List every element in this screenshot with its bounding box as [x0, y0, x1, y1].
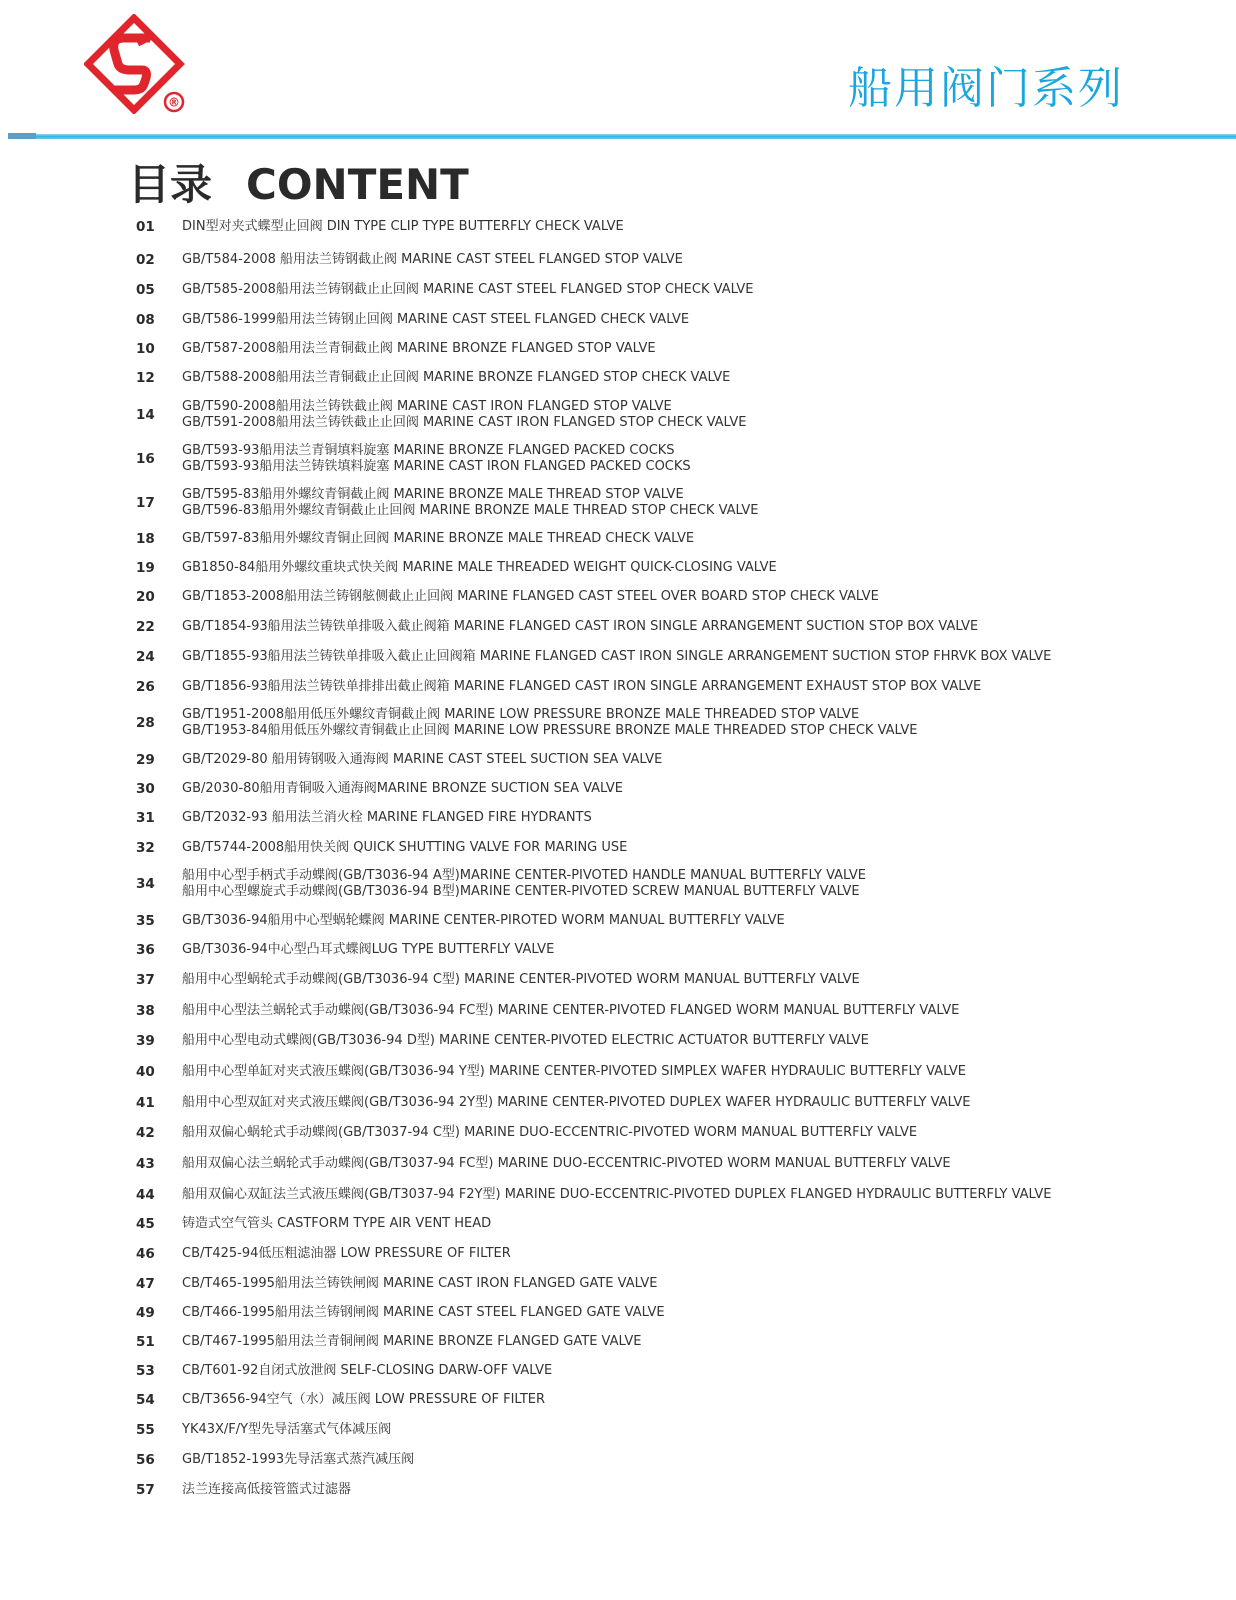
toc-entry-line: 船用双偏心法兰蜗轮式手动蝶阀(GB/T3037-94 FC型) MARINE DUO-ECCENTRIC-PIVOTED WORM MANUAL BUTTERFLY VALVE [182, 1156, 951, 1171]
toc-entry-text [182, 252, 683, 268]
toc-page-number: 19 [136, 560, 155, 576]
toc-page-number: 24 [136, 649, 155, 665]
toc-entry-line: GB/T585-2008船用法兰铸钢截止止回阀 MARINE CAST STEEL FLANGED STOP CHECK VALVE [182, 282, 754, 297]
toc-entry-line: GB/T2032-93 船用法兰消火栓 MARINE FLANGED FIRE HYDRANTS [182, 810, 592, 825]
toc-entry-line: 船用中心型法兰蜗轮式手动蝶阀(GB/T3036-94 FC型) MARINE CENTER-PIVOTED FLANGED WORM MANUAL BUTTERFLY VALVE [182, 1003, 960, 1018]
toc-entry-line: GB/T593-93船用法兰铸铁填料旋塞 MARINE CAST IRON FLANGED PACKED COCKS [182, 459, 691, 474]
toc-page-number: 12 [136, 370, 155, 386]
toc-entry[interactable] [136, 810, 1136, 826]
toc-entry-text [182, 868, 866, 900]
toc-entry-line: 船用双偏心双缸法兰式液压蝶阀(GB/T3037-94 F2Y型) MARINE DUO-ECCENTRIC-PIVOTED DUPLEX FLANGED HYDRAULIC BUTTERFLY VALVE [182, 1187, 1052, 1202]
toc-entry-text [182, 1482, 351, 1498]
toc-entry[interactable] [136, 1334, 1136, 1350]
toc-entry-line: GB1850-84船用外螺纹重块式快关阀 MARINE MALE THREADED WEIGHT QUICK-CLOSING VALVE [182, 560, 777, 575]
toc-page-number: 20 [136, 589, 155, 605]
toc-entry-text [182, 1216, 491, 1232]
toc-entry[interactable] [136, 619, 1136, 635]
toc-entry-line: GB/T1852-1993先导活塞式蒸汽减压阀 [182, 1452, 415, 1467]
toc-page-number: 54 [136, 1392, 155, 1408]
toc-entry-text [182, 399, 746, 431]
toc-page-number: 41 [136, 1095, 155, 1111]
company-logo-icon [84, 14, 188, 114]
toc-entry-line: CB/T465-1995船用法兰铸铁闸阀 MARINE CAST IRON FLANGED GATE VALVE [182, 1276, 658, 1291]
toc-entry-line: GB/T5744-2008船用快关阀 QUICK SHUTTING VALVE FOR MARING USE [182, 840, 628, 855]
toc-entry-line: GB/T3036-94中心型凸耳式蝶阀LUG TYPE BUTTERFLY VALVE [182, 942, 555, 957]
toc-entry-line: GB/T595-83船用外螺纹青铜截止阀 MARINE BRONZE MALE THREAD STOP VALVE [182, 487, 684, 502]
toc-entry-line: GB/T1853-2008船用法兰铸钢舷侧截止止回阀 MARINE FLANGED CAST STEEL OVER BOARD STOP CHECK VALVE [182, 589, 879, 604]
toc-page-number: 29 [136, 752, 155, 768]
toc-entry[interactable] [136, 649, 1136, 665]
toc-entry-text [182, 1187, 1051, 1203]
toc-entry[interactable] [136, 913, 1136, 929]
toc-entry[interactable] [136, 679, 1136, 695]
toc-entry-text [182, 972, 860, 988]
toc-page-number: 57 [136, 1482, 155, 1498]
toc-page-number: 26 [136, 679, 155, 695]
toc-entry-line: GB/T1855-93船用法兰铸铁单排吸入截止止回阀箱 MARINE FLANGED CAST IRON SINGLE ARRANGEMENT SUCTION STOP FHRVK BOX VALVE [182, 649, 1052, 664]
toc-page-number: 16 [136, 451, 155, 467]
toc-entry-text [182, 1064, 966, 1080]
toc-entry-text [182, 443, 691, 475]
toc-entry[interactable] [136, 443, 1136, 475]
toc-entry-text [182, 1363, 552, 1379]
toc-page-number: 37 [136, 972, 155, 988]
toc-entry[interactable] [136, 219, 1136, 235]
toc-entry-line: GB/T1854-93船用法兰铸铁单排吸入截止阀箱 MARINE FLANGED CAST IRON SINGLE ARRANGEMENT SUCTION STOP BOX VALVE [182, 619, 979, 634]
toc-entry-text [182, 942, 554, 958]
toc-page-number: 32 [136, 840, 155, 856]
toc-entry-line: 船用中心型螺旋式手动蝶阀(GB/T3036-94 B型)MARINE CENTER-PIVOTED SCREW MANUAL BUTTERFLY VALVE [182, 884, 860, 899]
toc-entry-text [182, 781, 623, 797]
toc-entry-line: 船用中心型单缸对夹式液压蝶阀(GB/T3036-94 Y型) MARINE CENTER-PIVOTED SIMPLEX WAFER HYDRAULIC BUTTERFLY VALVE [182, 1064, 966, 1079]
toc-entry-text [182, 219, 624, 235]
toc-entry-text [182, 649, 1051, 665]
toc-entry-text [182, 560, 777, 576]
toc-entry-line: GB/T593-93船用法兰青铜填料旋塞 MARINE BRONZE FLANGED PACKED COCKS [182, 443, 675, 458]
toc-entry-text [182, 1003, 959, 1019]
toc-entry-line: GB/T2029-80 船用铸钢吸入通海阀 MARINE CAST STEEL SUCTION SEA VALVE [182, 752, 663, 767]
toc-page-number: 43 [136, 1156, 155, 1172]
toc-page-number: 38 [136, 1003, 155, 1019]
toc-entry[interactable] [136, 1452, 1136, 1468]
toc-entry-line: 法兰连接高低接管篮式过滤器 [182, 1482, 352, 1497]
toc-entry-text [182, 707, 917, 739]
toc-page-number: 10 [136, 341, 155, 357]
toc-entry[interactable] [136, 1156, 1136, 1172]
toc-page-number: 01 [136, 219, 155, 235]
toc-entry-line: CB/T425-94低压粗滤油器 LOW PRESSURE OF FILTER [182, 1246, 511, 1261]
toc-entry[interactable] [136, 312, 1136, 328]
toc-entry[interactable] [136, 752, 1136, 768]
toc-entry-line: GB/T590-2008船用法兰铸铁截止阀 MARINE CAST IRON FLANGED STOP VALVE [182, 399, 672, 414]
toc-entry-line: GB/T3036-94船用中心型蜗轮蝶阀 MARINE CENTER-PIROTED WORM MANUAL BUTTERFLY VALVE [182, 913, 785, 928]
toc-entry[interactable] [136, 531, 1136, 547]
toc-entry[interactable] [136, 707, 1136, 739]
header-divider [8, 134, 1236, 139]
toc-entry-text [182, 589, 879, 605]
toc-entry[interactable] [136, 1216, 1136, 1232]
series-title: 船用阀门系列 [848, 63, 1124, 114]
toc-entry-text [182, 1334, 641, 1350]
toc-entry-line: 铸造式空气管头 CASTFORM TYPE AIR VENT HEAD [182, 1216, 492, 1231]
toc-entry-text [182, 1095, 971, 1111]
registered-mark: ® [168, 95, 180, 110]
toc-entry-text [182, 282, 754, 298]
toc-entry[interactable] [136, 1276, 1136, 1292]
toc-entry[interactable] [136, 840, 1136, 856]
toc-entry[interactable] [136, 399, 1136, 431]
toc-page-number: 40 [136, 1064, 155, 1080]
toc-entry-line: CB/T466-1995船用法兰铸钢闸阀 MARINE CAST STEEL FLANGED GATE VALVE [182, 1305, 665, 1320]
toc-entry-line: 船用双偏心蜗轮式手动蝶阀(GB/T3037-94 C型) MARINE DUO-ECCENTRIC-PIVOTED WORM MANUAL BUTTERFLY VALVE [182, 1125, 918, 1140]
toc-entry-text [182, 1033, 869, 1049]
toc-entry[interactable] [136, 1392, 1136, 1408]
toc-entry[interactable] [136, 1305, 1136, 1321]
toc-entry-text [182, 810, 592, 826]
toc-page-number: 55 [136, 1422, 155, 1438]
page-title-cn: 目录 [128, 160, 213, 209]
toc-entry-line: GB/T1856-93船用法兰铸铁单排排出截止阀箱 MARINE FLANGED CAST IRON SINGLE ARRANGEMENT EXHAUST STOP BOX VALVE [182, 679, 982, 694]
toc-page-number: 45 [136, 1216, 155, 1232]
toc-page-number: 42 [136, 1125, 155, 1141]
header-divider-accent [8, 133, 36, 139]
toc-entry-line: 船用中心型蜗轮式手动蝶阀(GB/T3036-94 C型) MARINE CENTER-PIVOTED WORM MANUAL BUTTERFLY VALVE [182, 972, 860, 987]
toc-page-number: 34 [136, 876, 155, 892]
toc-entry-text [182, 1276, 658, 1292]
toc-entry[interactable] [136, 341, 1136, 357]
toc-entry-text [182, 370, 730, 386]
page-title-en: CONTENT [246, 160, 469, 209]
toc-page-number: 51 [136, 1334, 155, 1350]
toc-entry-text [182, 312, 689, 328]
toc-entry[interactable] [136, 868, 1136, 900]
toc-entry[interactable] [136, 252, 1136, 268]
toc-page-number: 28 [136, 715, 155, 731]
toc-entry[interactable] [136, 1246, 1136, 1262]
toc-entry-text [182, 619, 978, 635]
toc-entry-text [182, 1125, 917, 1141]
toc-page-number: 35 [136, 913, 155, 929]
toc-entry[interactable] [136, 487, 1136, 519]
toc-entry-text [182, 913, 785, 929]
toc-entry[interactable] [136, 972, 1136, 988]
toc-entry[interactable] [136, 1064, 1136, 1080]
toc-entry-line: GB/T587-2008船用法兰青铜截止阀 MARINE BRONZE FLANGED STOP VALVE [182, 341, 656, 356]
toc-page-number: 46 [136, 1246, 155, 1262]
toc-entry-line: CB/T601-92自闭式放泄阀 SELF-CLOSING DARW-OFF VALVE [182, 1363, 553, 1378]
toc-entry[interactable] [136, 942, 1136, 958]
page-title [128, 152, 469, 212]
toc-entry[interactable] [136, 781, 1136, 797]
toc-entry-line: GB/T584-2008 船用法兰铸钢截止阀 MARINE CAST STEEL FLANGED STOP VALVE [182, 252, 683, 267]
toc-entry-line: GB/T1953-84船用低压外螺纹青铜截止止回阀 MARINE LOW PRESSURE BRONZE MALE THREADED STOP CHECK VALVE [182, 723, 918, 738]
toc-page-number: 17 [136, 495, 155, 511]
toc-page-number: 08 [136, 312, 155, 328]
toc-entry[interactable] [136, 1482, 1136, 1498]
toc-page-number: 39 [136, 1033, 155, 1049]
toc-entry-line: 船用中心型手柄式手动蝶阀(GB/T3036-94 A型)MARINE CENTER-PIVOTED HANDLE MANUAL BUTTERFLY VALVE [182, 868, 866, 883]
toc-entry[interactable] [136, 1125, 1136, 1141]
toc-entry[interactable] [136, 1363, 1136, 1379]
toc-page-number: 31 [136, 810, 155, 826]
toc-entry-line: CB/T3656-94空气（水）减压阀 LOW PRESSURE OF FILTER [182, 1392, 546, 1407]
toc-page-number: 14 [136, 407, 155, 423]
toc-page-number: 56 [136, 1452, 155, 1468]
toc-entry-line: GB/T1951-2008船用低压外螺纹青铜截止阀 MARINE LOW PRESSURE BRONZE MALE THREADED STOP VALVE [182, 707, 860, 722]
toc-entry-text [182, 1246, 511, 1262]
toc-entry-line: GB/T596-83船用外螺纹青铜截止止回阀 MARINE BRONZE MALE THREAD STOP CHECK VALVE [182, 503, 759, 518]
toc-entry-text [182, 1392, 545, 1408]
toc-entry[interactable] [136, 1033, 1136, 1049]
toc-page-number: 18 [136, 531, 155, 547]
toc-page-number: 49 [136, 1305, 155, 1321]
toc-entry-line: 船用中心型电动式蝶阀(GB/T3036-94 D型) MARINE CENTER-PIVOTED ELECTRIC ACTUATOR BUTTERFLY VALVE [182, 1033, 869, 1048]
toc-entry-text [182, 1422, 391, 1438]
toc-entry-text [182, 679, 981, 695]
toc-entry[interactable] [136, 1095, 1136, 1111]
toc-page-number: 47 [136, 1276, 155, 1292]
toc-entry[interactable] [136, 589, 1136, 605]
toc-entry-line: CB/T467-1995船用法兰青铜闸阀 MARINE BRONZE FLANGED GATE VALVE [182, 1334, 642, 1349]
toc-entry-line: GB/T591-2008船用法兰铸铁截止止回阀 MARINE CAST IRON FLANGED STOP CHECK VALVE [182, 415, 747, 430]
page-header [0, 0, 1236, 140]
toc-entry-line: GB/T586-1999船用法兰铸钢止回阀 MARINE CAST STEEL FLANGED CHECK VALVE [182, 312, 690, 327]
toc-page-number: 05 [136, 282, 155, 298]
toc-entry[interactable] [136, 1422, 1136, 1438]
toc-entry-text [182, 531, 694, 547]
toc-page-number: 30 [136, 781, 155, 797]
toc-page-number: 53 [136, 1363, 155, 1379]
toc-entry-text [182, 840, 627, 856]
toc-page-number: 22 [136, 619, 155, 635]
toc-entry[interactable] [136, 1003, 1136, 1019]
toc-entry-line: GB/2030-80船用青铜吸入通海阀MARINE BRONZE SUCTION SEA VALVE [182, 781, 623, 796]
toc-entry[interactable] [136, 1187, 1136, 1203]
toc-entry[interactable] [136, 560, 1136, 576]
toc-entry-text [182, 1305, 665, 1321]
toc-entry-text [182, 1156, 951, 1172]
toc-page-number: 36 [136, 942, 155, 958]
toc-entry-text [182, 752, 662, 768]
toc-entry-line: GB/T588-2008船用法兰青铜截止止回阀 MARINE BRONZE FLANGED STOP CHECK VALVE [182, 370, 731, 385]
toc-entry[interactable] [136, 370, 1136, 386]
toc-entry[interactable] [136, 282, 1136, 298]
toc-entry-text [182, 341, 656, 357]
toc-entry-line: GB/T597-83船用外螺纹青铜止回阀 MARINE BRONZE MALE THREAD CHECK VALVE [182, 531, 695, 546]
toc-page-number: 44 [136, 1187, 155, 1203]
toc-entry-line: YK43X/F/Y型先导活塞式气体减压阀 [182, 1422, 392, 1437]
toc-entry-text [182, 1452, 414, 1468]
toc-entry-text [182, 487, 758, 519]
toc-entry-line: 船用中心型双缸对夹式液压蝶阀(GB/T3036-94 2Y型) MARINE CENTER-PIVOTED DUPLEX WAFER HYDRAULIC BUTTERFLY VALVE [182, 1095, 971, 1110]
toc-page-number: 02 [136, 252, 155, 268]
toc-entry-line: DIN型对夹式蝶型止回阀 DIN TYPE CLIP TYPE BUTTERFLY CHECK VALVE [182, 219, 624, 234]
